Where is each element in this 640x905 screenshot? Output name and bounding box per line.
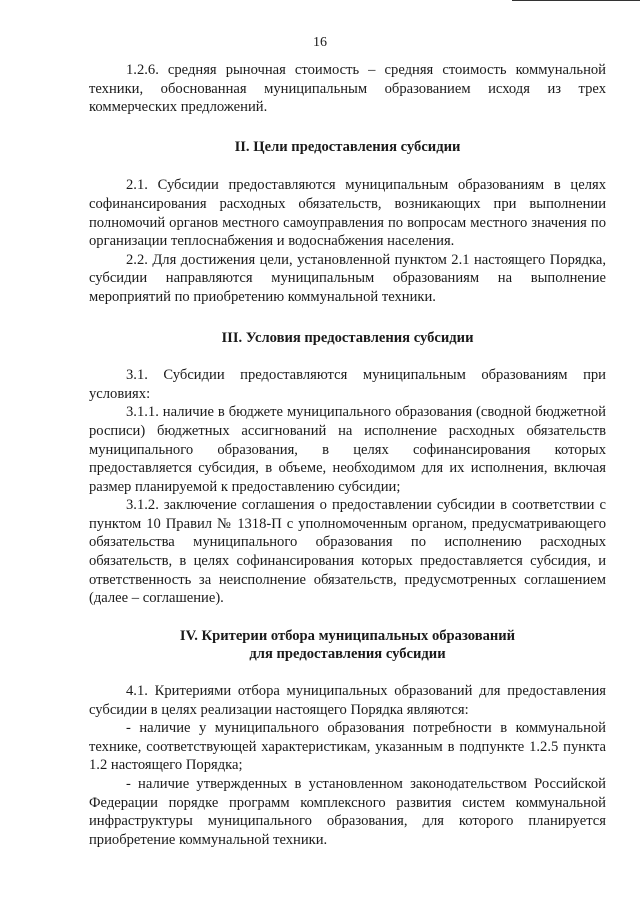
paragraph-3-1-1: 3.1.1. наличие в бюджете муниципального образования (сводной бюджетной росписи) бюджетных ассигнований на исполнение расходных обязательств муниципального образования, в целях софинансирования которых предоставляется субсидия, в объеме, необходимом для их исполнения, включая размер планируемой к предоставлению субсидии;	[89, 404, 606, 495]
page-number: 16	[313, 35, 327, 50]
paragraph-2-2: 2.2. Для достижения цели, установленной пунктом 2.1 настоящего Порядка, субсидии направляются муниципальным образованиям на выполнение мероприятий по приобретению коммунальной техники.	[89, 251, 606, 305]
paragraph-1-2-6: 1.2.6. средняя рыночная стоимость – средняя стоимость коммунальной техники, обоснованная муниципальным образованием исходя из трех коммерческих предложений.	[89, 62, 606, 116]
criterion-approved-programs: - наличие утвержденных в установленном законодательством Российской Федерации порядке программ комплексного развития систем коммунальной инфраструктуры муниципального образования, для которого планируется приобретение коммунальной техники.	[89, 776, 606, 848]
criterion-need-for-equipment: - наличие у муниципального образования потребности в коммунальной технике, соответствующей характеристикам, указанным в подпункте 1.2.5 пункта 1.2 настоящего Порядка;	[89, 720, 606, 774]
paragraph-3-1: 3.1. Субсидии предоставляются муниципальным образованиям при условиях:	[89, 367, 606, 402]
top-rule	[512, 0, 640, 1]
section-4-heading	[89, 627, 606, 664]
section-3-heading: III. Условия предоставления субсидии	[221, 329, 474, 346]
section-4-heading-line-1: IV. Критерии отбора муниципальных образований	[179, 627, 516, 644]
paragraph-3-1-2: 3.1.2. заключение соглашения о предоставлении субсидии в соответствии с пунктом 10 Правил № 1318-П с уполномоченным органом, предусматривающего обязательства муниципального образования по исполнению расходных обязательств, в целях софинансирования которых предоставляется субсидия, и ответственность за неисполнение обязательств, предусмотренных соглашением (далее – соглашение).	[89, 497, 606, 607]
section-4-heading-line-2: для предоставления субсидии	[249, 646, 446, 663]
document-body	[89, 61, 606, 849]
section-2-heading: II. Цели предоставления субсидии	[234, 138, 461, 155]
paragraph-2-1: 2.1. Субсидии предоставляются муниципальным образованиям в целях софинансирования расходных обязательств, возникающих при выполнении полномочий органов местного самоуправления по вопросам местного значения по организации теплоснабжения и водоснабжения населения.	[89, 177, 606, 250]
paragraph-4-1: 4.1. Критериями отбора муниципальных образований для предоставления субсидии в целях реализации настоящего Порядка являются:	[89, 683, 606, 718]
